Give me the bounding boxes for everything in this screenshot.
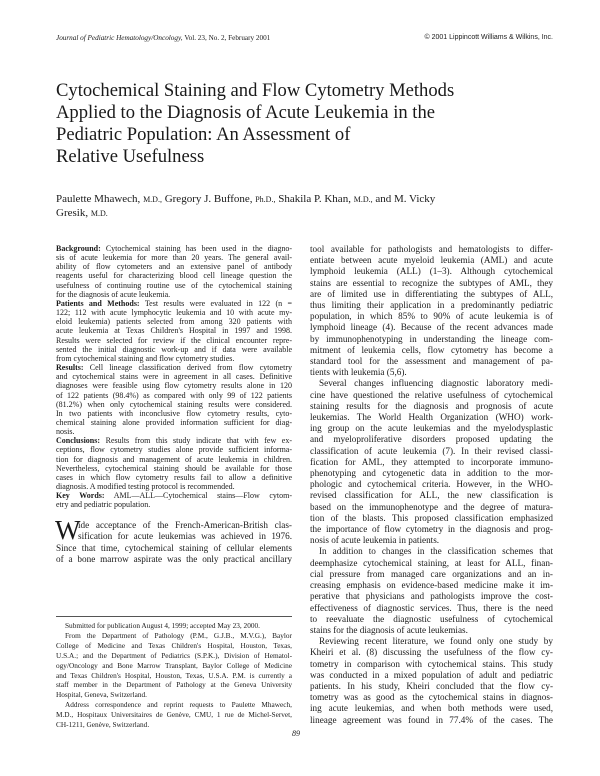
text-line <box>310 546 553 557</box>
text-line <box>56 491 292 500</box>
text-line <box>310 580 553 591</box>
line-text: lymphoid leukemia (ALL) (1–3). Although cytochemical <box>310 266 553 277</box>
line-text: perative that physicians and pathologists improve the cost- <box>310 591 553 602</box>
line-text: population, in which 85% to 90% of acute leukemia is of <box>310 311 553 322</box>
line-text: nosis. <box>56 427 75 437</box>
article-title <box>56 80 476 168</box>
line-text: cine have questioned the relative usefulness of cytochemical <box>310 389 553 400</box>
line-text: to reevaluate the diagnostic usefulness of cytochemical <box>310 613 553 624</box>
text-line <box>310 513 553 524</box>
line-text: Nevertheless, cytochemical staining should be available for those <box>56 463 292 473</box>
line-text: tool available for pathologists and hematologists to differ- <box>310 244 553 254</box>
copyright-notice: © 2001 Lippincott Williams & Wilkins, Inc. <box>424 34 553 41</box>
author-list <box>56 193 456 220</box>
text-line <box>310 401 553 412</box>
line-text: entiate between acute myeloid leukemia (AML) and acute <box>310 255 553 266</box>
line-text: tometry in comparison with cytochemical stains. This study <box>310 658 553 669</box>
text-line <box>310 412 553 423</box>
author-name: Gregory J. Buffone, <box>164 193 253 205</box>
line-text: creasing emphasis on evidence-based medicine make it im- <box>310 580 553 591</box>
line-text: Address correspondence and reprint requests to Paulette Mhawech, <box>65 700 292 710</box>
text-line <box>310 278 553 289</box>
text-line <box>310 468 553 479</box>
text-line <box>56 531 292 542</box>
line-text: Test results were evaluated in 122 (n = <box>144 298 293 308</box>
text-line <box>56 418 292 427</box>
text-line <box>310 569 553 580</box>
text-line <box>56 262 292 271</box>
line-text: by immunophenotyping in understanding the lineage com- <box>310 333 553 344</box>
journal-name: Journal of Pediatric Hematology/Oncology, <box>56 34 183 42</box>
title-line: Applied to the Diagnosis of Acute Leukemia in the <box>56 102 436 123</box>
line-text: for the diagnosis of acute leukemia. <box>56 289 171 299</box>
text-line <box>310 715 553 726</box>
line-text: staining results for the diagnosis and prognosis of acute <box>310 400 553 411</box>
line-text: Cell lineage classification derived from flow cytometry <box>89 363 292 373</box>
text-line <box>310 591 553 602</box>
line-text: From the Department of Pathology (P.M., G.J.B., M.V.G.), Baylor <box>65 630 292 640</box>
text-line <box>310 255 553 266</box>
text-line <box>56 554 292 565</box>
line-text: leukemias. The World Health Organization (WHO) work- <box>310 412 553 423</box>
line-text: standard tool for the assessment and management of pa- <box>310 356 553 367</box>
title-line: Relative Usefulness <box>56 146 205 167</box>
line-text: effectiveness of diagnostic services. Thus, there is the need <box>310 602 553 613</box>
line-text: etry and pediatric population. <box>56 500 151 510</box>
line-text: 122; 112 with acute lymphocytic leukemia and 10 with acute my- <box>56 308 292 318</box>
text-line <box>310 703 553 714</box>
text-line <box>310 345 553 356</box>
author-degree: Ph.D., <box>255 195 276 204</box>
author-degree: M.D. <box>90 208 108 218</box>
line-text: nosis of acute leukemia in patients. <box>310 535 440 546</box>
body-right-column <box>310 244 553 726</box>
text-line <box>56 520 292 531</box>
text-line <box>56 445 292 454</box>
running-header-journal <box>56 34 270 42</box>
text-line <box>310 535 553 546</box>
text-line <box>310 681 553 692</box>
line-text: Results were selected for review if the clinical encounter repre- <box>56 335 292 345</box>
text-line <box>310 390 553 401</box>
line-text: tion for diagnosis and management of acute leukemia in children. <box>56 454 292 464</box>
line-text: the importance of flow cytometry in the diagnosis and prog- <box>310 524 553 535</box>
line-text: In two patients with inconclusive flow cytometry results, cyto- <box>56 408 292 418</box>
line-text: lymphoid lineage (4). Because of the recent advances made <box>310 322 553 333</box>
line-text: lineage agreement was found in 77.4% of the cases. The <box>310 714 553 725</box>
text-line <box>56 345 292 354</box>
abstract-section-label: Conclusions: <box>56 436 101 446</box>
line-text: Kheiri et al. (8) discussing the usefulness of the flow cy- <box>310 647 553 658</box>
author-name: Shakila P. Khan, <box>278 193 351 205</box>
line-text: of a bone marrow aspirate was the only practical ancillary <box>56 554 292 565</box>
text-line <box>56 473 292 482</box>
page-number: 89 <box>292 729 300 738</box>
text-line <box>310 558 553 569</box>
text-line <box>310 244 553 255</box>
text-line <box>310 356 553 367</box>
text-line <box>310 378 553 389</box>
abstract-section-label: Patients and Methods: <box>56 298 140 308</box>
text-line <box>56 661 292 671</box>
line-text: usefulness of continuing routine use of the cytochemical staining <box>56 280 292 290</box>
line-text: sented the initial diagnostic work-up and if data were available <box>56 344 292 354</box>
line-text: phenotyping and cytogenetic data in addition to the mor- <box>310 468 553 479</box>
text-line <box>310 625 553 636</box>
text-line <box>56 543 292 554</box>
line-text: diagnosis. A modified testing protocol is recommended. <box>56 482 235 492</box>
text-line <box>310 434 553 445</box>
line-text: Results from this study indicate that with few ex- <box>105 436 293 446</box>
line-text: and Texas Children's Hospital, Houston, Texas, U.S.A. P.M. is currently a <box>56 670 292 680</box>
text-line <box>310 479 553 490</box>
author-degree: M.D., <box>143 195 162 204</box>
author-name: and M. Vicky Gresik, <box>56 193 436 219</box>
text-line <box>56 253 292 262</box>
text-line <box>56 427 292 436</box>
text-line <box>310 490 553 501</box>
text-line <box>310 614 553 625</box>
line-text: staff member in the Department of Pathology at the Geneva University <box>56 680 292 690</box>
text-line <box>56 391 292 400</box>
line-text: sification for acute leukemias was achieved in 1976. <box>78 531 292 542</box>
line-text: classification of acute leukemia (7). In their revised classi- <box>310 445 553 456</box>
text-line <box>310 502 553 513</box>
text-line <box>310 266 553 277</box>
text-line <box>56 354 292 363</box>
line-text: ability of flow cytometers and an extensive panel of antibody <box>56 262 292 272</box>
line-text: Hospital, Geneva, Switzerland. <box>56 690 147 700</box>
line-text: cases in which flow cytometry results fail to allow a definitive <box>56 472 292 482</box>
text-line <box>56 464 292 473</box>
text-line <box>310 334 553 345</box>
line-text: stains for the diagnosis of acute leukemias. <box>310 624 468 635</box>
line-text: reagents useful for characterizing blood cell lineage question the <box>56 271 292 281</box>
line-text: tion of the blasts. This proposed classification emphasized <box>310 512 553 523</box>
abstract-section-label: Results: <box>56 363 84 373</box>
text-line <box>56 710 292 720</box>
drop-cap: W <box>55 515 81 545</box>
title-line: Cytochemical Staining and Flow Cytometry Methods <box>56 80 455 101</box>
line-text: ide acceptance of the French-American-British clas- <box>78 520 292 530</box>
text-line <box>310 423 553 434</box>
text-line <box>310 300 553 311</box>
line-text: ing acute leukemias, and when both methods were used, <box>310 703 553 714</box>
text-line <box>310 603 553 614</box>
text-line <box>310 367 553 378</box>
line-text: chemical staining alone provided information sufficient for diag- <box>56 417 292 427</box>
line-text: cial pressure from managed care organizations and an in- <box>310 568 553 579</box>
text-line <box>310 659 553 670</box>
author-degree: M.D., <box>353 195 373 204</box>
text-line <box>56 680 292 690</box>
line-text: from cytochemical staining and flow cytometry studies. <box>56 353 235 363</box>
footnotes <box>56 621 292 730</box>
line-text: was conducted in a mixed population of adult and pediatric <box>310 669 553 680</box>
text-line <box>56 720 292 730</box>
text-line <box>56 621 292 631</box>
line-text: ceptions, flow cytometry studies alone provide sufficient informa- <box>56 445 292 455</box>
line-text: fication for AML, they attempted to incorporate immuno- <box>310 456 553 467</box>
text-line <box>56 372 292 381</box>
title-line: Pediatric Population: An Assessment of <box>56 124 351 145</box>
text-line <box>56 500 292 509</box>
line-text: Submitted for publication August 4, 1999; accepted May 23, 2000. <box>65 621 260 630</box>
text-line <box>56 671 292 681</box>
line-text: Cytochemical staining has been used in the diagno- <box>105 244 293 253</box>
text-line <box>310 670 553 681</box>
line-text: diagnoses were feasible using flow cytometry results alone in 120 <box>56 381 292 391</box>
line-text: thus limiting their application in a predominantly pediatric <box>310 300 553 311</box>
text-line <box>56 690 292 700</box>
line-text: tients with leukemia (5,6). <box>310 367 407 378</box>
journal-volume: Vol. 23, No. 2, February 2001 <box>184 34 271 42</box>
line-text: ing group on the acute leukemias and the myelodysplastic <box>310 423 553 434</box>
text-line <box>310 311 553 322</box>
footnote-divider <box>56 616 292 617</box>
text-line <box>310 636 553 647</box>
text-line <box>56 651 292 661</box>
text-line <box>310 289 553 300</box>
line-text: deemphasize cytochemical staining, at least for ALL, finan- <box>310 557 553 568</box>
line-text: tometry was as good as the cytochemical stains in diagnos- <box>310 692 553 703</box>
line-text: revised classification for ALL, the new classification is <box>310 490 553 501</box>
line-text: Reviewing recent literature, we found only one study by <box>319 636 553 647</box>
line-text: mitment of leukemia cells, flow cytometry has become a <box>310 344 553 355</box>
line-text: Several changes influencing diagnostic laboratory medi- <box>319 378 553 389</box>
text-line <box>56 308 292 317</box>
text-line <box>56 336 292 345</box>
line-text: AML—ALL—Cytochemical stains—Flow cytom- <box>113 491 292 501</box>
text-line <box>56 700 292 710</box>
author-name: Paulette Mhawech, <box>56 193 141 205</box>
text-line <box>56 631 292 641</box>
line-text: stains are essential to recognize the subtypes of AML, they <box>310 277 553 288</box>
text-line <box>56 290 292 299</box>
text-line <box>56 363 292 372</box>
text-line <box>56 436 292 445</box>
text-line <box>310 457 553 468</box>
line-text: are of limited use in differentiating the subtypes of ALL, <box>310 288 553 299</box>
text-line <box>56 281 292 290</box>
text-line <box>56 400 292 409</box>
line-text: M.D., Hospitaux Universitaires de Genève, CMU, 1 rue de Michel-Servet, <box>56 710 292 720</box>
line-text: (81.2%) when only cytochemical staining results were considered. <box>56 399 292 409</box>
abstract-section-label: Key Words: <box>56 491 105 501</box>
text-line <box>310 322 553 333</box>
line-text: based on the immunophenotype and the degree of matura- <box>310 501 553 512</box>
line-text: CH-1211, Genève, Switzerland. <box>56 720 150 730</box>
text-line <box>56 271 292 280</box>
line-text: patients. In his study, Kheiri concluded that the flow cy- <box>310 680 553 691</box>
text-line <box>310 692 553 703</box>
text-line <box>56 244 292 253</box>
line-text: phologic and cytochemical criteria. However, in the WHO- <box>310 479 553 490</box>
abstract <box>56 244 292 510</box>
text-line <box>310 524 553 535</box>
text-line <box>310 647 553 658</box>
text-line <box>56 641 292 651</box>
text-line <box>56 455 292 464</box>
line-text: of 122 patients (98.4%) as compared with only 99 of 122 patients <box>56 390 292 400</box>
line-text: sis of acute leukemia for more than 20 years. The general avail- <box>56 253 292 263</box>
line-text: eloid leukemia) patients selected from among 320 patients with <box>56 317 292 327</box>
line-text: In addition to changes in the classification schemes that <box>319 546 553 557</box>
text-line <box>56 317 292 326</box>
text-line <box>56 299 292 308</box>
abstract-section-label: Background: <box>56 244 101 253</box>
line-text: ogy/Oncology and Bone Marrow Transplant, Baylor College of Medicine <box>56 660 292 670</box>
line-text: College of Medicine and Texas Children's Hospital, Houston, Texas, <box>56 640 292 650</box>
text-line <box>56 326 292 335</box>
line-text: Since that time, cytochemical staining of cellular elements <box>56 542 292 553</box>
text-line <box>56 482 292 491</box>
line-text: acute leukemia at Texas Children's Hospital in 1997 and 1998. <box>56 326 292 336</box>
line-text: and cytochemical stains were in agreement in all cases. Definitive <box>56 372 292 382</box>
text-line <box>56 381 292 390</box>
text-line <box>56 409 292 418</box>
introduction-paragraph <box>55 515 292 566</box>
line-text: and myeloproliferative disorders proposed updating the <box>310 434 553 445</box>
text-line <box>310 446 553 457</box>
line-text: U.S.A.; and the Department of Pediatrics (S.P.K.), Division of Hematol- <box>56 650 292 660</box>
